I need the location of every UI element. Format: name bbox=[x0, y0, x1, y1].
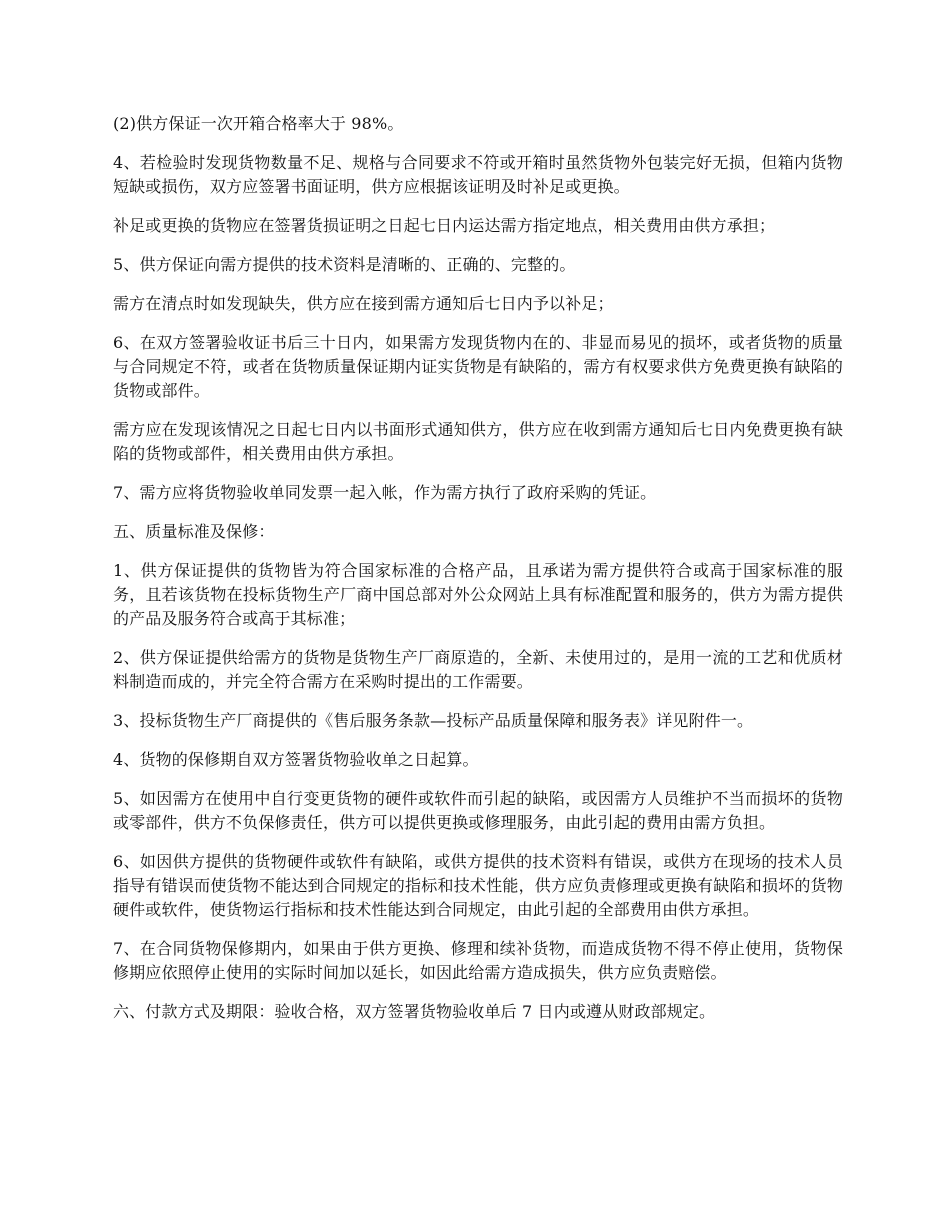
section-heading-quality-warranty: 五、质量标准及保修： bbox=[113, 522, 275, 541]
paragraph-new-goods: 2、供方保证提供给需方的货物是货物生产厂商原造的，全新、未使用过的，是用一流的工艺和优质材料制造而成的，并完全符合需方在采购时提出的工作需要。 bbox=[113, 648, 843, 691]
paragraph-quality-standard: 1、供方保证提供的货物皆为符合国家标准的合格产品，且承诺为需方提供符合或高于国家标准的服务，且若该货物在投标货物生产厂商中国总部对外公众网站上具有标准配置和服务的，供方为需方提供的产品及服务符合或高于其标准； bbox=[113, 561, 843, 628]
paragraph-unpacking-pass-rate: (2)供方保证一次开箱合格率大于 98%。 bbox=[113, 114, 404, 133]
paragraph-warranty-start: 4、货物的保修期自双方签署货物验收单之日起算。 bbox=[113, 750, 479, 769]
paragraph-buyer-caused-defects: 5、如因需方在使用中自行变更货物的硬件或软件而引起的缺陷，或因需方人员维护不当而损坏的货物或零部件，供方不负保修责任，供方可以提供更换或修理服务，由此引起的费用由需方负担。 bbox=[113, 789, 843, 832]
paragraph-warranty-extension: 7、在合同货物保修期内，如果由于供方更换、修理和续补货物，而造成货物不得不停止使用，货物保修期应依照停止使用的实际时间加以延长，如因此给需方造成损失，供方应负责赔偿。 bbox=[113, 939, 843, 982]
paragraph-inspection-shortage: 4、若检验时发现货物数量不足、规格与合同要求不符或开箱时虽然货物外包装完好无损，但箱内货物短缺或损伤，双方应签署书面证明，供方应根据该证明及时补足或更换。 bbox=[113, 153, 843, 196]
paragraph-invoice-record: 7、需方应将货物验收单同发票一起入帐，作为需方执行了政府采购的凭证。 bbox=[113, 483, 657, 502]
paragraph-defect-notice: 需方应在发现该情况之日起七日内以书面形式通知供方，供方应在收到需方通知后七日内免费更换有缺陷的货物或部件，相关费用由供方承担。 bbox=[113, 420, 843, 463]
paragraph-replacement-delivery: 补足或更换的货物应在签署货损证明之日起七日内运达需方指定地点，相关费用由供方承担； bbox=[113, 216, 776, 235]
paragraph-after-sales-terms: 3、投标货物生产厂商提供的《售后服务条款—投标产品质量保障和服务表》详见附件一。 bbox=[113, 711, 754, 730]
paragraph-missing-documents: 需方在清点时如发现缺失，供方应在接到需方通知后七日内予以补足； bbox=[113, 294, 614, 313]
document-page bbox=[113, 112, 843, 1039]
paragraph-technical-documents: 5、供方保证向需方提供的技术资料是清晰的、正确的、完整的。 bbox=[113, 255, 576, 274]
section-heading-payment-terms: 六、付款方式及期限：验收合格，双方签署货物验收单后 7 日内或遵从财政部规定。 bbox=[113, 1002, 716, 1021]
paragraph-defect-claim: 6、在双方签署验收证书后三十日内，如果需方发现货物内在的、非显而易见的损坏，或者货物的质量与合同规定不符，或者在货物质量保证期内证实货物是有缺陷的，需方有权要求供方免费更换有缺陷的货物或部件。 bbox=[113, 333, 843, 400]
paragraph-supplier-caused-defects: 6、如因供方提供的货物硬件或软件有缺陷，或供方提供的技术资料有错误，或供方在现场的技术人员指导有错误而使货物不能达到合同规定的指标和技术性能，供方应负责修理或更换有缺陷和损坏的货物硬件或软件，使货物运行指标和技术性能达到合同规定，由此引起的全部费用由供方承担。 bbox=[113, 852, 843, 919]
